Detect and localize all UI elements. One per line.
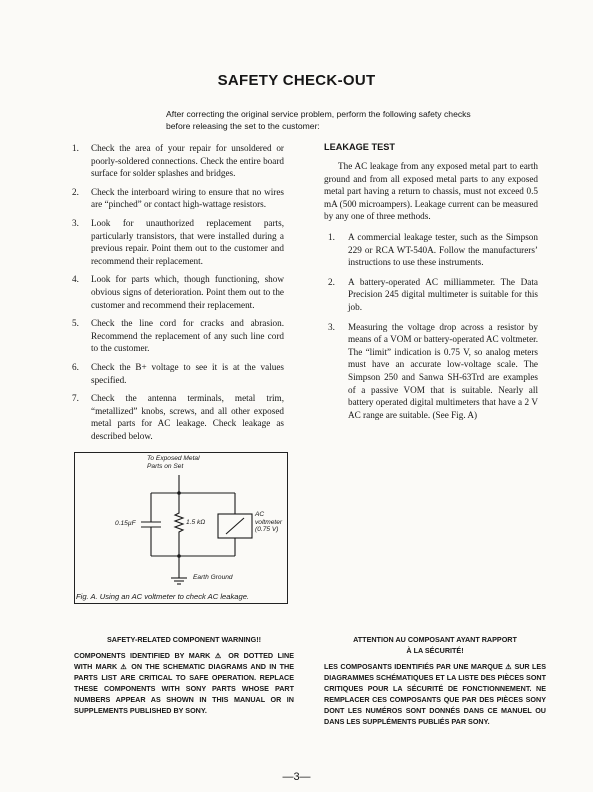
junction-dot — [177, 491, 181, 495]
warning-title: SAFETY-RELATED COMPONENT WARNING!! — [107, 635, 261, 644]
figure-a — [74, 452, 288, 604]
page-title: SAFETY CHECK-OUT — [217, 72, 376, 89]
page-number: —3— — [282, 771, 311, 783]
list-item — [328, 231, 538, 269]
item-text: A battery-operated AC milliammeter. The Data Precision 245 digital multimeter is suitable for this job. — [348, 276, 538, 312]
ground-label: Earth Ground — [193, 574, 233, 581]
item-number: 3. — [72, 217, 79, 228]
probe-label: To Exposed Metal Parts on Set — [147, 455, 200, 470]
list-item — [72, 186, 284, 211]
item-text: Measuring the voltage drop across a resistor by means of a VOM or battery-operated AC voltmeter. The “limit” indication is 0.75 V, so analog meters must have an accurate low-voltage scale. The Simpson 250 and Sanwa SH-63Trd are examples of a passive VOM that is suitable. Nearly all battery operated digital multimeters that have a 2 V AC range are suitable. (See Fig. A) — [348, 321, 538, 420]
warning-body: COMPONENTS IDENTIFIED BY MARK ⚠ OR DOTTED LINE WITH MARK ⚠ ON THE SCHEMATIC DIAGRAMS AND IN THE PARTS LIST ARE CRITICAL TO SAFE OPERATION. REPLACE THESE COMPONENTS WITH SONY PARTS WHOSE PART NUMBERS APPEAR AS SHOWN IN THIS MANUAL OR IN SUPPLEMENTS PUBLISHED BY SONY. — [74, 651, 294, 715]
item-number: 6. — [72, 361, 79, 372]
item-text: Check the area of your repair for unsoldered or poorly-soldered connections. Check the entire board surface for solder splashes and bridges. — [91, 143, 284, 179]
item-number: 1. — [72, 143, 79, 153]
junction-dot — [177, 554, 181, 558]
meter-needle — [226, 518, 244, 534]
item-text: Check the line cord for cracks and abrasion. Recommend the replacement of any such line cord to the customer. — [91, 318, 284, 354]
resistor-symbol — [175, 493, 183, 556]
resistor-label: 1.5 kΩ — [186, 519, 206, 526]
item-text: Look for parts which, though functioning, show obvious signs of deterioration. Point them out to the customer and recommend their replacement. — [91, 274, 284, 310]
item-text: Check the antenna terminals, metal trim, “metallized” knobs, screws, and all other exposed metal parts for AC leakage. Check leakage as described below. — [91, 393, 284, 441]
list-item — [328, 321, 538, 422]
list-item — [72, 142, 284, 180]
list-item — [72, 273, 284, 311]
list-item — [72, 392, 284, 442]
item-text: Look for unauthorized replacement parts, particularly transistors, that were installed during a previous repair. Point them out to the customer and recommend their replacement. — [91, 217, 284, 266]
list-item — [328, 276, 538, 314]
item-text: Check the B+ voltage to see it is at the values specified. — [91, 361, 284, 385]
item-number: 2. — [72, 186, 79, 197]
safety-warning-french — [324, 634, 546, 727]
list-item — [72, 361, 284, 386]
intro-text: After correcting the original service problem, perform the following safety checks before releasing the set to the customer: — [166, 109, 471, 131]
figure-caption: Fig. A. Using an AC voltmeter to check AC leakage. — [76, 592, 250, 601]
item-number: 2. — [328, 276, 335, 287]
item-text: Check the interboard wiring to ensure that no wires are “pinched” or contact high-wattage resistors. — [91, 186, 284, 210]
leakage-paragraph: The AC leakage from any exposed metal part to earth ground and from all exposed metal parts to any exposed metal part having a return to chassis, must not exceed 0.5 mA (500 microampers). Leakage current can be measured by any one of three methods. — [324, 161, 538, 222]
safety-check-list — [72, 142, 284, 448]
item-number: 7. — [72, 393, 79, 404]
leakage-test-section — [324, 142, 538, 428]
capacitor-label: 0.15µF — [115, 520, 136, 527]
warning-title: ATTENTION AU COMPOSANT AYANT RAPPORT À LA SÉCURITÉ! — [353, 635, 517, 655]
item-text: A commercial leakage tester, such as the Simpson 229 or RCA WT-540A. Follow the manufacturers’ instructions to use these instruments. — [348, 231, 538, 268]
list-item — [72, 317, 284, 355]
item-number: 5. — [72, 318, 79, 329]
item-number: 1. — [328, 231, 335, 242]
list-item — [72, 217, 284, 267]
voltmeter-label: AC voltmeter (0.75 V) — [255, 511, 283, 534]
warning-body: LES COMPOSANTS IDENTIFIÉS PAR UNE MARQUE ⚠ SUR LES DIAGRAMMES SCHÉMATIQUES ET LA LISTE DES PIÈCES SONT CRITIQUES POUR LA SÉCURITÉ DE FONCTIONNEMENT. NE REMPLACER CES COMPOSANTS QUE PAR DES PIÈCES SONY DONT LES NUMÉROS SONT DONNÉS DANS CE MANUEL OU DANS LES SUPPLÉMENTS PUBLIÉS PAR SONY. — [324, 662, 546, 726]
safety-warning-english — [74, 634, 294, 716]
item-number: 3. — [328, 321, 335, 332]
section-heading: LEAKAGE TEST — [324, 142, 395, 152]
item-number: 4. — [72, 274, 79, 285]
